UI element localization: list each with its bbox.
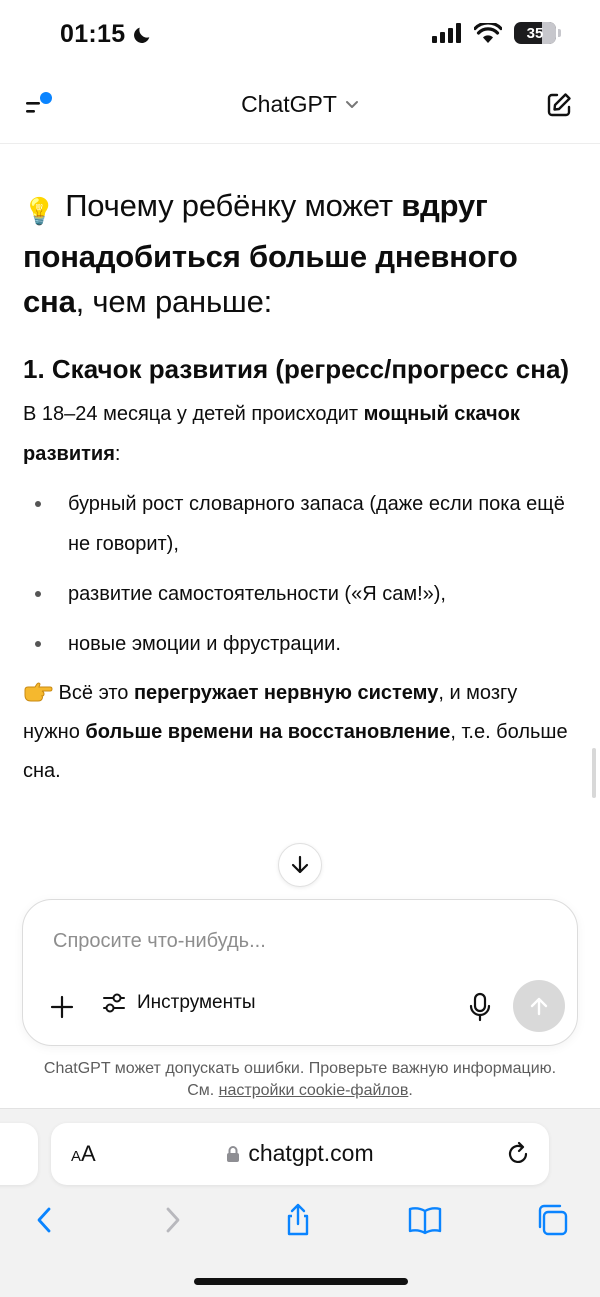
home-indicator[interactable] xyxy=(194,1278,408,1285)
status-indicators xyxy=(432,22,556,44)
tools-label: Инструменты xyxy=(137,992,256,1013)
tools-button[interactable] xyxy=(101,990,255,1016)
compose-icon xyxy=(544,90,574,120)
app-title: ChatGPT xyxy=(241,91,337,117)
chevron-right-icon xyxy=(155,1203,189,1237)
back-button[interactable] xyxy=(28,1203,62,1237)
status-time xyxy=(60,20,153,49)
status-bar xyxy=(0,0,600,72)
plus-icon xyxy=(49,994,75,1020)
dictation-button[interactable] xyxy=(468,992,492,1022)
share-button[interactable] xyxy=(281,1203,315,1237)
scrollbar[interactable] xyxy=(592,748,596,798)
pointing-hand-icon xyxy=(23,681,53,703)
assistant-message xyxy=(0,145,600,897)
clock: 01:15 xyxy=(60,20,126,48)
conclusion-paragraph: Всё это перегружает нервную систему, и мозгу нужно больше времени на восстановление, т.е. больше сна. xyxy=(23,682,568,782)
url-text: chatgpt.com xyxy=(248,1140,374,1166)
microphone-icon xyxy=(468,992,492,1022)
page-settings-button[interactable]: AA xyxy=(71,1141,96,1166)
cellular-signal-icon xyxy=(432,23,462,43)
book-icon xyxy=(407,1203,443,1237)
bullet-list xyxy=(23,484,577,664)
list-item: бурный рост словарного запаса (даже если пока ещё не говорит), xyxy=(23,484,577,564)
arrow-down-icon xyxy=(289,854,311,876)
browser-toolbar xyxy=(0,1108,600,1297)
send-button[interactable] xyxy=(513,980,565,1032)
url-display[interactable] xyxy=(51,1140,549,1167)
wifi-icon xyxy=(474,23,502,43)
list-item: новые эмоции и фрустрации. xyxy=(23,624,577,664)
section-title: 1. Скачок развития (регресс/прогресс сна) xyxy=(23,354,570,384)
address-bar[interactable] xyxy=(51,1123,549,1185)
cookie-settings-link[interactable]: настройки cookie-файлов xyxy=(218,1082,409,1099)
tabs-icon xyxy=(535,1203,569,1237)
reload-icon xyxy=(505,1141,531,1167)
prompt-input[interactable]: Спросите что-нибудь... xyxy=(53,930,266,952)
chevron-left-icon xyxy=(28,1203,62,1237)
forward-button[interactable] xyxy=(155,1203,189,1237)
previous-tab-preview[interactable] xyxy=(0,1123,38,1185)
battery-icon xyxy=(514,22,556,44)
message-heading: 💡 Почему ребёнку может вдруг понадобиться больше дневного сна, чем раньше: xyxy=(23,188,518,319)
sliders-icon xyxy=(101,990,127,1016)
message-composer[interactable] xyxy=(22,899,578,1046)
share-icon xyxy=(281,1203,315,1237)
battery-level: 35 xyxy=(526,24,544,42)
arrow-up-icon xyxy=(528,995,550,1017)
lock-icon xyxy=(226,1145,240,1163)
new-chat-button[interactable] xyxy=(544,90,574,120)
tabs-button[interactable] xyxy=(535,1203,569,1237)
lightbulb-icon: 💡 xyxy=(23,196,56,226)
scroll-to-bottom-button[interactable] xyxy=(278,843,322,887)
list-item: развитие самостоятельности («Я сам!»), xyxy=(23,574,577,614)
reload-button[interactable] xyxy=(505,1141,531,1167)
moon-icon xyxy=(131,24,153,46)
intro-paragraph: В 18–24 месяца у детей происходит мощный скачок развития: xyxy=(23,403,520,465)
model-selector[interactable] xyxy=(0,91,600,118)
bookmarks-button[interactable] xyxy=(407,1203,441,1237)
app-header xyxy=(0,72,600,144)
attach-button[interactable] xyxy=(49,994,75,1020)
disclaimer: ChatGPT может допускать ошибки. Проверьте важную информацию. См. настройки cookie-файлов. xyxy=(43,1060,557,1099)
chevron-down-icon xyxy=(345,100,359,110)
